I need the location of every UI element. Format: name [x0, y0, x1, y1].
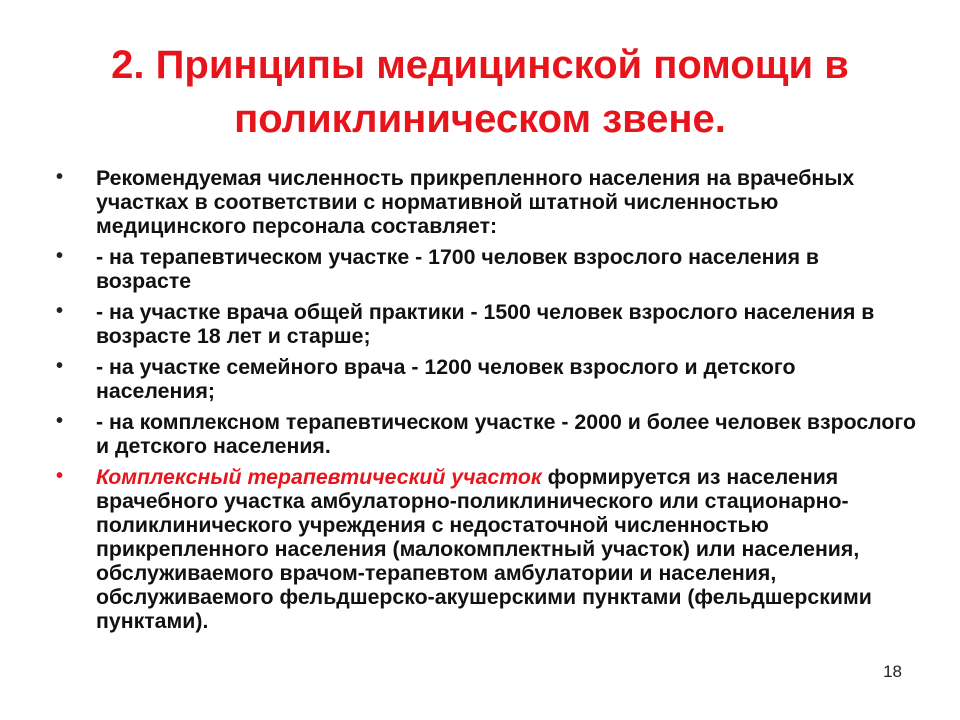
- bullet-text: - на участке семейного врача - 1200 человек взрослого и детского населения;: [96, 355, 796, 403]
- bullet-text: - на комплексном терапевтическом участке - 2000 и более человек взрослого и детского населения.: [96, 410, 917, 458]
- bullet-item: [56, 355, 916, 403]
- bullet-marker-red: •: [56, 465, 64, 487]
- bullet-item: [56, 410, 916, 458]
- bullet-text: формируется из населения врачебного участка амбулаторно-поликлинического или стационарно-поликлинического учреждения с недостаточной численностью прикрепленного населения (малокомплектный участок) или населения, обслуживаемого врачом-терапевтом амбулатории и населения, обслуживаемого фельдшерско-акушерскими пунктами (фельдшерскими пунктами).: [96, 465, 872, 633]
- bullet-item: [56, 300, 916, 348]
- bullet-list: [56, 166, 916, 640]
- highlighted-term: Комплексный терапевтический участок: [96, 465, 542, 489]
- slide-title: 2. Принципы медицинской помощи в поликлиническом звене.: [111, 43, 849, 141]
- bullet-text: - на терапевтическом участке - 1700 человек взрослого населения в возрасте: [96, 245, 820, 293]
- bullet-marker: •: [56, 355, 64, 377]
- bullet-item-highlighted: [56, 465, 916, 633]
- page-number: 18: [883, 662, 902, 681]
- bullet-text: - на участке врача общей практики - 1500 человек взрослого населения в возрасте 18 лет и старше;: [96, 300, 875, 348]
- bullet-marker: •: [56, 166, 64, 188]
- bullet-marker: •: [56, 410, 64, 432]
- bullet-item: [56, 245, 916, 293]
- bullet-item: [56, 166, 916, 238]
- bullet-marker: •: [56, 245, 64, 267]
- bullet-text: Рекомендуемая численность прикрепленного населения на врачебных участках в соответствии с нормативной штатной численностью медицинского персонала составляет:: [96, 166, 855, 238]
- bullet-marker: •: [56, 300, 64, 322]
